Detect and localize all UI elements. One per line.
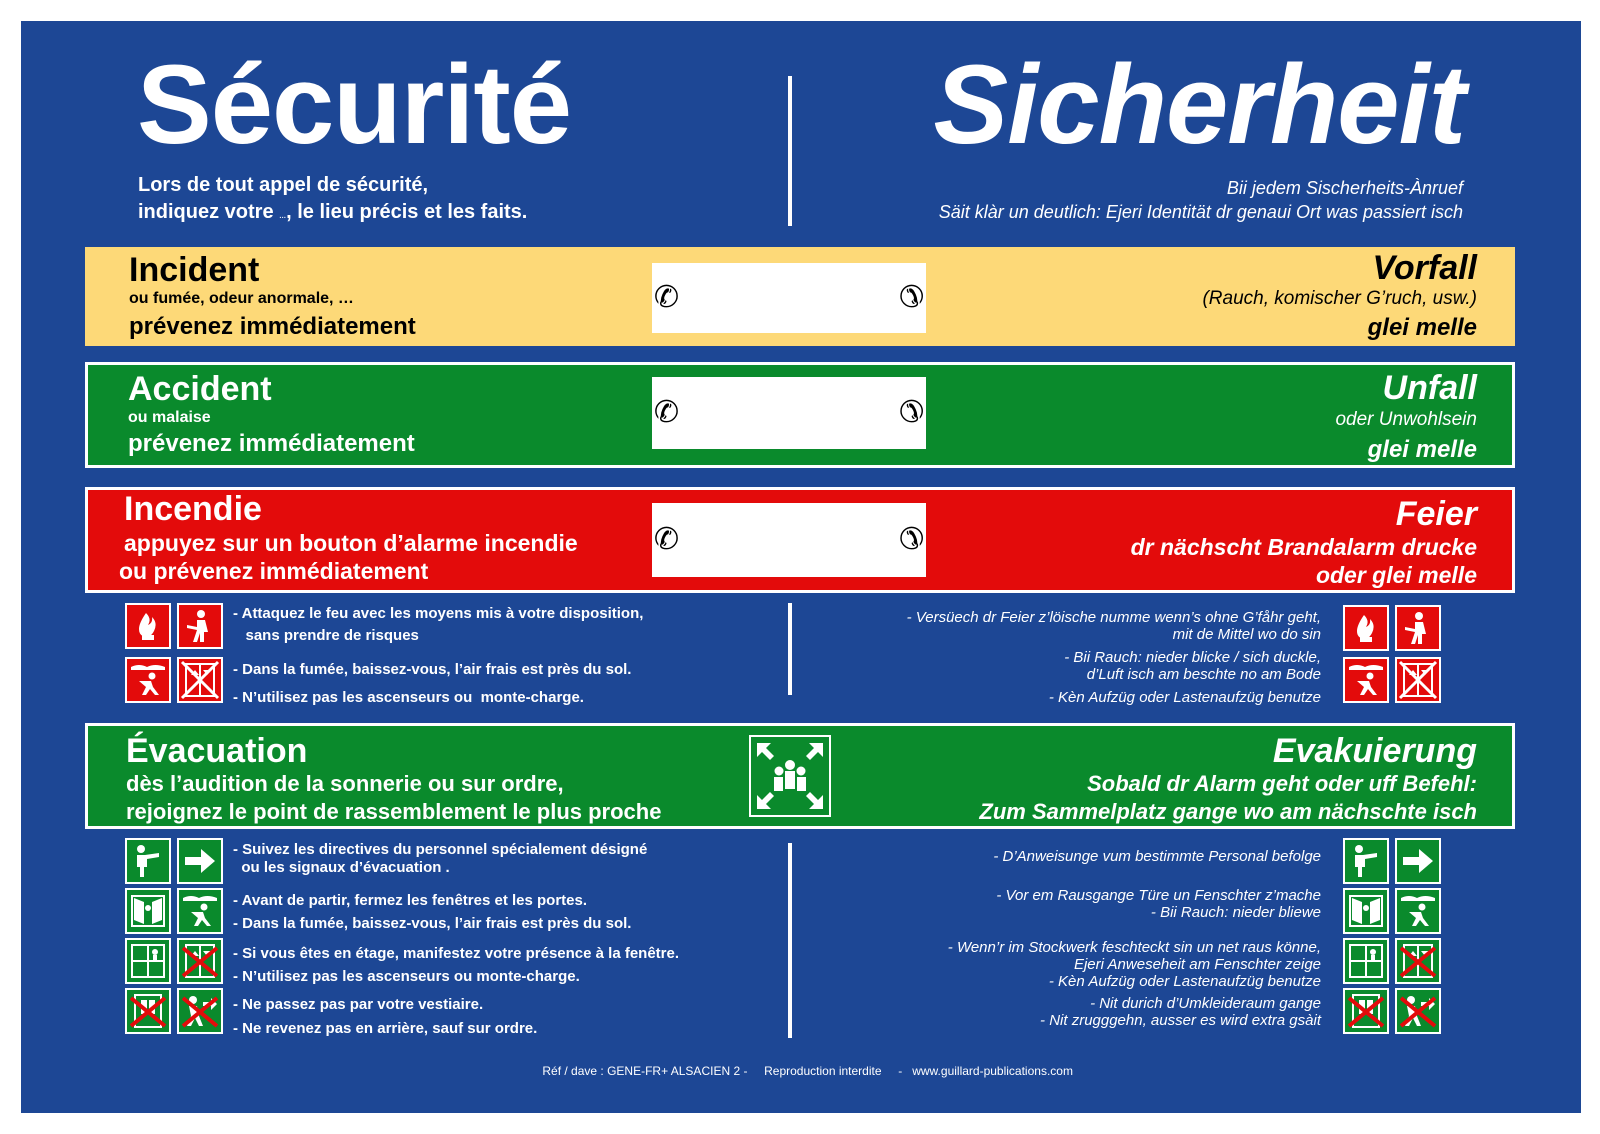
- evac-instr-de-8: - Nit zrugggehn, ausser es wird extra gsàit: [1040, 1012, 1321, 1029]
- accident-phone-field[interactable]: [652, 377, 926, 449]
- header-de-line2: Säit klàr un deutlich: Ejeri Identität dr genaui Ort was passiert isch: [938, 202, 1463, 222]
- incident-line2-de: glei melle: [1367, 314, 1477, 341]
- fire-instr-de-2: mit de Mittel wo do sin: [1172, 626, 1321, 643]
- no-cloakroom-icon: [1343, 988, 1389, 1034]
- no-elevator-icon: [177, 657, 223, 703]
- footer-url[interactable]: www.guillard-publications.com: [912, 1064, 1073, 1078]
- evac-instr-de-5: Ejeri Anweseheit am Fenschter zeige: [1073, 956, 1321, 973]
- phone-icon: ✆: [898, 280, 924, 315]
- accident-line2-fr: prévenez immédiatement: [128, 430, 415, 457]
- evac-instr-de-4: - Wenn’r im Stockwerk feschteckt sin un net raus könne,: [947, 939, 1321, 956]
- title-de: Sicherheit: [933, 42, 1465, 167]
- fire-title-de: Feier: [1395, 495, 1477, 533]
- phone-icon: ✆: [654, 395, 680, 430]
- fire-instr-de-3: - Bii Rauch: nieder blicke / sich duckle,: [1064, 649, 1321, 666]
- fire-instr-de-1: - Versüech dr Feier z’löische numme wenn’s ohne G’fåhr geht,: [906, 609, 1321, 626]
- incident-phone-field[interactable]: [652, 263, 926, 333]
- accident-line1-de: oder Unwohlsein: [1335, 409, 1477, 430]
- fire-instr-fr-4: - N’utilisez pas les ascenseurs ou monte-charge.: [233, 689, 584, 706]
- incident-line2-fr: prévenez immédiatement: [129, 313, 416, 340]
- phone-icon: ✆: [654, 522, 680, 557]
- header-divider: [788, 76, 792, 226]
- person-pointing-icon: [1343, 838, 1389, 884]
- evac-line2-fr: rejoignez le point de rassemblement le plus proche: [126, 799, 662, 824]
- fire-line2-fr: ou prévenez immédiatement: [119, 558, 429, 584]
- header-fr-line2a: indiquez votre: [138, 201, 274, 223]
- evac-instr-de-6: - Kèn Aufzüg oder Lastenaufzüg benutze: [1048, 973, 1321, 990]
- phone-icon: ✆: [898, 395, 924, 430]
- accident-line1-fr: ou malaise: [128, 409, 211, 426]
- evac-title-fr: Évacuation: [126, 732, 308, 770]
- evac-title-de: Evakuierung: [1272, 732, 1477, 770]
- fire-fighter-icon: [177, 603, 223, 649]
- no-return-icon: [177, 988, 223, 1034]
- evac-instr-fr-7: - Ne passez pas par votre vestiaire.: [233, 996, 484, 1013]
- close-windows-icon: [1343, 888, 1389, 934]
- fire-extinguisher-icon: [1343, 605, 1389, 651]
- person-pointing-icon: [125, 838, 171, 884]
- no-elevator-icon: [1395, 938, 1441, 984]
- window-signal-icon: [1343, 938, 1389, 984]
- evac-instr-fr-6: - N’utilisez pas les ascenseurs ou monte-charge.: [233, 968, 580, 985]
- incident-title-fr: Incident: [129, 251, 260, 289]
- evac-instr-de-1: - D’Anweisunge vum bestimmte Personal befolge: [993, 848, 1321, 865]
- crouch-smoke-icon: [125, 657, 171, 703]
- title-fr: Sécurité: [137, 42, 571, 167]
- close-windows-icon: [125, 888, 171, 934]
- fire-line2-de: oder glei melle: [1315, 562, 1477, 588]
- window-signal-icon: [125, 938, 171, 984]
- evac-instr-fr-4: - Dans la fumée, baissez-vous, l’air frais est près du sol.: [233, 915, 632, 932]
- arrow-right-icon: [1395, 838, 1441, 884]
- fire-instr-fr-1: - Attaquez le feu avec les moyens mis à votre disposition,: [233, 605, 644, 622]
- crouch-smoke-icon: [1395, 888, 1441, 934]
- evac-instr-fr-5: - Si vous êtes en étage, manifestez votre présence à la fenêtre.: [233, 945, 680, 962]
- evac-instr-fr-3: - Avant de partir, fermez les fenêtres et les portes.: [233, 892, 588, 909]
- phone-icon: ✆: [898, 522, 924, 557]
- accident-line2-de: glei melle: [1367, 436, 1477, 463]
- no-elevator-icon: [1395, 657, 1441, 703]
- fire-instr-de-5: - Kèn Aufzüg oder Lastenaufzüg benutze: [1048, 689, 1321, 706]
- fire-instr-fr-3: - Dans la fumée, baissez-vous, l’air frais est près du sol.: [233, 661, 632, 678]
- evac-instr-fr-8: - Ne revenez pas en arrière, sauf sur ordre.: [233, 1020, 538, 1037]
- fire-phone-field[interactable]: [652, 503, 926, 577]
- fire-fighter-icon: [1395, 605, 1441, 651]
- footer-reproduction: Reproduction interdite: [764, 1064, 882, 1078]
- crouch-smoke-icon: [177, 888, 223, 934]
- phone-icon: ✆: [654, 280, 680, 315]
- evac-instr-de-3: - Bii Rauch: nieder bliewe: [1150, 904, 1321, 921]
- fire-title-fr: Incendie: [124, 490, 262, 528]
- header-fr-line2b: …: [279, 213, 287, 220]
- fire-instr-fr-2: sans prendre de risques: [233, 627, 419, 644]
- accident-title-fr: Accident: [128, 370, 272, 408]
- accident-title-de: Unfall: [1382, 369, 1477, 407]
- incident-line1-de: (Rauch, komischer G’ruch, usw.): [1202, 288, 1477, 309]
- assembly-point-icon: [749, 735, 831, 817]
- footer: [21, 1050, 1581, 1092]
- no-cloakroom-icon: [125, 988, 171, 1034]
- header-fr-line1: Lors de tout appel de sécurité,: [138, 174, 429, 196]
- evac-instr-fr-1: - Suivez les directives du personnel spécialement désigné: [233, 841, 648, 858]
- fire-instr-de-4: d’Luft isch am beschte no am Bode: [1086, 666, 1321, 683]
- footer-separator: -: [898, 1064, 903, 1078]
- evac-line2-de: Zum Sammelplatz gange wo am nächschte isch: [979, 799, 1477, 824]
- safety-poster: [21, 21, 1581, 1113]
- evac-instr-fr-2: ou les signaux d’évacuation .: [233, 859, 450, 876]
- incident-line1-fr: ou fumée, odeur anormale, …: [129, 290, 354, 307]
- fire-divider: [788, 603, 792, 695]
- no-elevator-icon: [177, 938, 223, 984]
- fire-line1-fr: appuyez sur un bouton d’alarme incendie: [124, 530, 578, 556]
- header-de-line1: Bii jedem Sischerheits-Ànruef: [1226, 178, 1463, 198]
- evac-line1-de: Sobald dr Alarm geht oder uff Befehl:: [1087, 771, 1477, 796]
- fire-extinguisher-icon: [125, 603, 171, 649]
- fire-line1-de: dr nächscht Brandalarm drucke: [1130, 534, 1477, 560]
- footer-ref: Réf / dave : GENE-FR+ ALSACIEN 2 -: [542, 1064, 748, 1078]
- no-return-icon: [1395, 988, 1441, 1034]
- evac-divider: [788, 843, 792, 1038]
- arrow-right-icon: [177, 838, 223, 884]
- evac-line1-fr: dès l’audition de la sonnerie ou sur ordre,: [126, 771, 564, 796]
- crouch-smoke-icon: [1343, 657, 1389, 703]
- header-fr-line2c: , le lieu précis et les faits.: [286, 201, 528, 223]
- evac-instr-de-7: - Nit durich d’Umkleideraum gange: [1090, 995, 1321, 1012]
- header-fr-line2: [138, 201, 527, 224]
- evac-instr-de-2: - Vor em Rausgange Türe un Fenschter z’mache: [996, 887, 1321, 904]
- incident-title-de: Vorfall: [1372, 249, 1477, 287]
